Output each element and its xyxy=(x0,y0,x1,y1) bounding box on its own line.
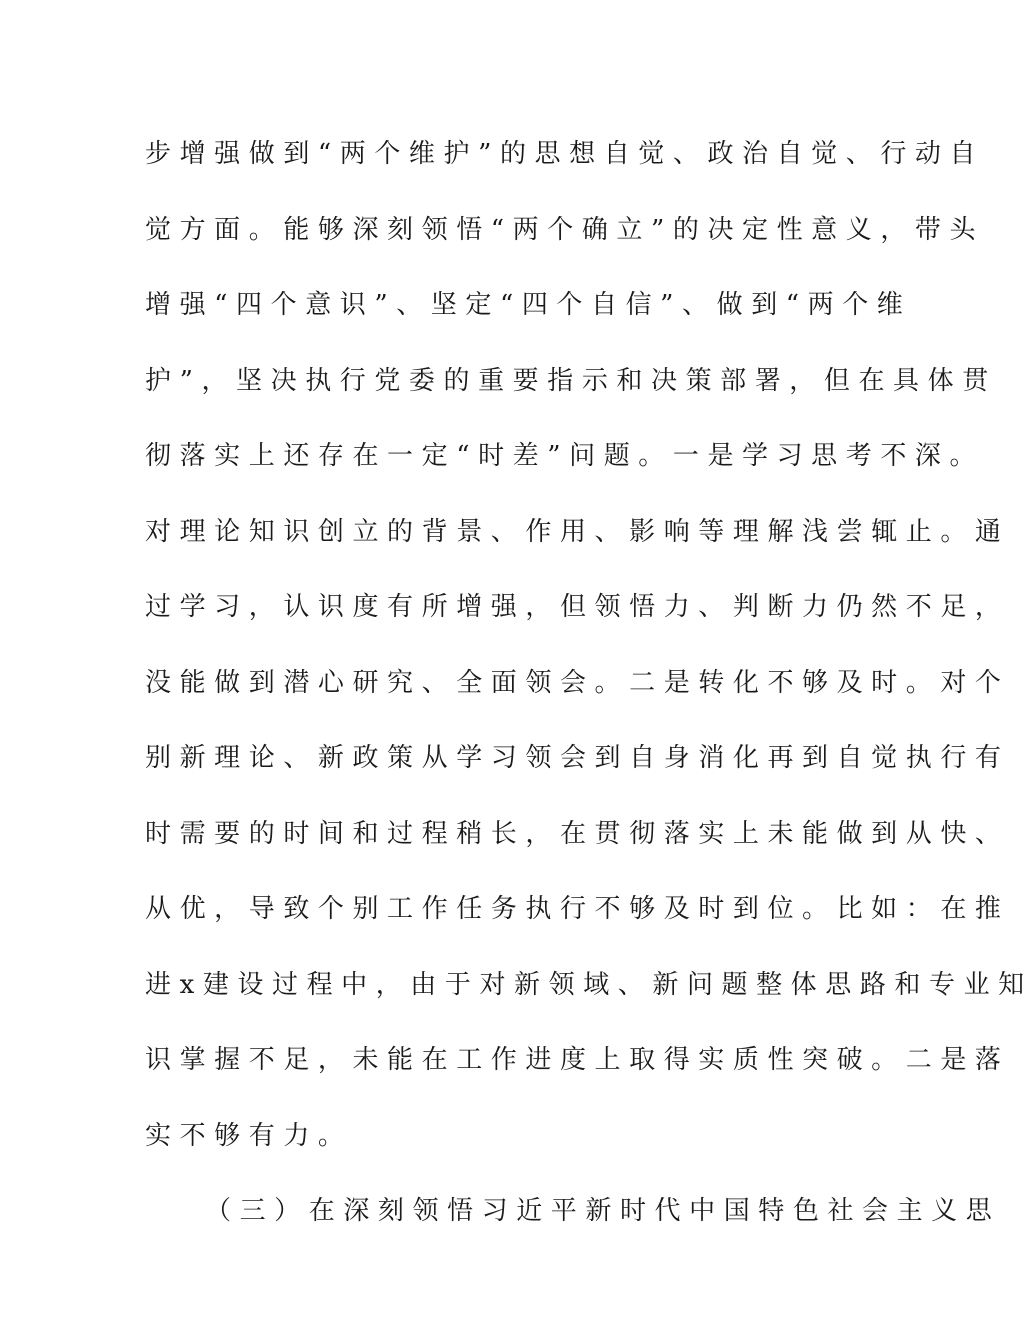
paragraph-line: 实不够有力。 xyxy=(145,1120,353,1151)
paragraph-line: 彻落实上还存在一定“时差”问题。一是学习思考不深。 xyxy=(145,441,985,471)
paragraph-line: 别新理论、新政策从学习领会到自身消化再到自觉执行有 xyxy=(145,743,1010,773)
paragraph-line: 识掌握不足，未能在工作进度上取得实质性突破。二是落 xyxy=(145,1045,1010,1075)
paragraph-line: 觉方面。能够深刻领悟“两个确立”的决定性意义，带头 xyxy=(145,214,985,245)
paragraph-line: 增强“四个意识”、坚定“四个自信”、做到“两个维 xyxy=(145,290,912,320)
document-body xyxy=(145,129,1033,1262)
paragraph-line: 没能做到潜心研究、全面领会。二是转化不够及时。对个 xyxy=(145,667,1010,698)
paragraph-line: 对理论知识创立的背景、作用、影响等理解浅尝辄止。通 xyxy=(145,516,1010,547)
paragraph-line: 步增强做到“两个维护”的思想自觉、政治自觉、行动自 xyxy=(145,139,985,169)
paragraph-line: 从优，导致个别工作任务执行不够及时到位。比如：在推 xyxy=(145,894,1010,924)
paragraph-line: 过学习，认识度有所增强，但领悟力、判断力仍然不足， xyxy=(145,592,1010,622)
section-heading: （三）在深刻领悟习近平新时代中国特色社会主义思 xyxy=(205,1196,1001,1226)
paragraph-line: 时需要的时间和过程稍长，在贯彻落实上未能做到从快、 xyxy=(145,818,1010,849)
paragraph-line: 进x建设过程中，由于对新领域、新问题整体思路和专业知 xyxy=(145,969,1033,1000)
paragraph-line: 护”，坚决执行党委的重要指示和决策部署，但在具体贯 xyxy=(145,365,997,396)
